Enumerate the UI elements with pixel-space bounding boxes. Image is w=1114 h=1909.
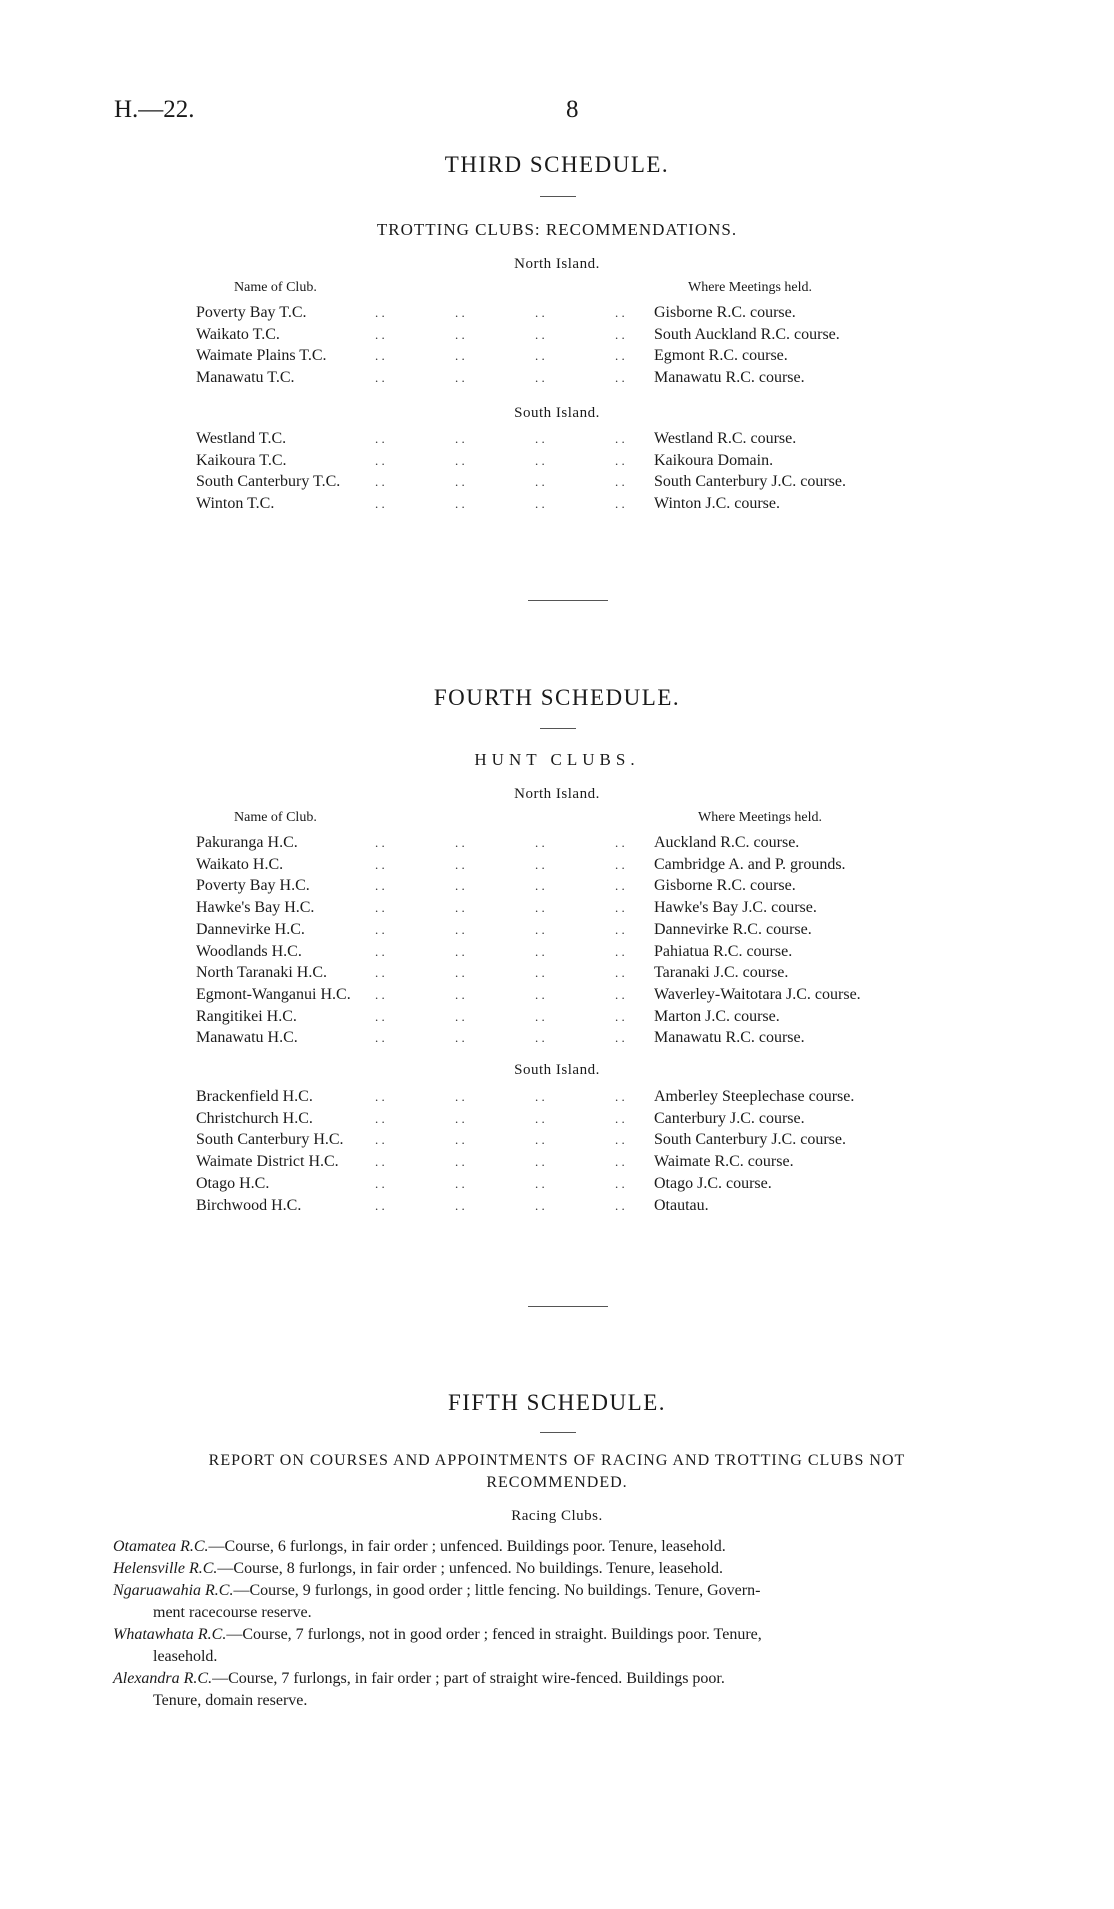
club-name: Manawatu H.C. <box>196 1029 298 1047</box>
fifth-schedule-subtitle-line1: REPORT ON COURSES AND APPOINTMENTS OF RACING AND TROTTING CLUBS NOT <box>208 1452 906 1469</box>
report-text: —Course, 7 furlongs, in fair order ; part of straight wire-fenced. Buildings poor. <box>212 1670 725 1687</box>
club-name: Egmont-Wanganui H.C. <box>196 985 351 1003</box>
meeting-venue: Otago J.C. course. <box>654 1174 772 1192</box>
meeting-venue: Amberley Steeplechase course. <box>654 1088 855 1105</box>
fifth-schedule-subtitle-line2: RECOMMENDED. <box>486 1474 628 1491</box>
club-name: Whatawhata R.C. <box>113 1626 227 1643</box>
section-divider <box>528 1306 608 1307</box>
club-name: Dannevirke H.C. <box>196 920 305 938</box>
meeting-venue: Egmont R.C. course. <box>654 347 788 365</box>
table-row: Westland T.C. . . . . . . . . Westland R.C. course. <box>0 428 1114 450</box>
meeting-venue: Marton J.C. course. <box>654 1007 780 1025</box>
club-name: Poverty Bay T.C. <box>196 304 307 321</box>
club-name: Kaikoura T.C. <box>196 451 287 469</box>
table-row: Poverty Bay T.C. . . . . . . . . Gisborne R.C. course. <box>0 302 1114 324</box>
meeting-venue: South Auckland R.C. course. <box>654 325 840 343</box>
club-name: Brackenfield H.C. <box>196 1088 313 1105</box>
meeting-venue: Auckland R.C. course. <box>654 834 800 851</box>
table-row: North Taranaki H.C. . . . . . . . . Taranaki J.C. course. <box>0 962 1114 984</box>
club-name: Waikato H.C. <box>196 855 284 873</box>
table-row: Waikato T.C. . . . . . . . . South Auckland R.C. course. <box>0 324 1114 346</box>
table-row: Waikato H.C. . . . . . . . . Cambridge A. and P. grounds. <box>0 854 1114 876</box>
third-north-island-label: North Island. <box>514 256 600 272</box>
fourth-south-island-label: South Island. <box>514 1062 600 1078</box>
report-entry <box>113 1580 1021 1602</box>
third-col-where-header: Where Meetings held. <box>688 280 813 295</box>
fifth-schedule-title: FIFTH SCHEDULE. <box>447 1390 666 1415</box>
table-row: Brackenfield H.C. . . . . . . . . Amberley Steeplechase course. <box>0 1086 1114 1108</box>
report-text: —Course, 6 furlongs, in fair order ; unfenced. Buildings poor. Tenure, leasehold. <box>208 1538 726 1555</box>
club-name: South Canterbury H.C. <box>196 1131 344 1149</box>
report-text: —Course, 9 furlongs, in good order ; little fencing. No buildings. Tenure, Govern- <box>233 1582 761 1599</box>
meeting-venue: Gisborne R.C. course. <box>654 304 796 321</box>
table-row: Birchwood H.C. . . . . . . . . Otautau. <box>0 1195 1114 1217</box>
table-row: Kaikoura T.C. . . . . . . . . Kaikoura Domain. <box>0 450 1114 472</box>
divider <box>540 1432 576 1433</box>
report-list <box>113 1536 1021 1712</box>
meeting-venue: South Canterbury J.C. course. <box>654 1131 846 1149</box>
table-row: Manawatu H.C. . . . . . . . . Manawatu R.C. course. <box>0 1027 1114 1049</box>
meeting-venue: Cambridge A. and P. grounds. <box>654 855 846 873</box>
divider <box>540 196 576 197</box>
table-row: Otago H.C. . . . . . . . . Otago J.C. course. <box>0 1173 1114 1195</box>
report-text-continuation: leasehold. <box>153 1648 218 1665</box>
club-name: Winton T.C. <box>196 495 275 513</box>
club-name: Otamatea R.C. <box>113 1538 209 1555</box>
report-text: —Course, 8 furlongs, in fair order ; unfenced. No buildings. Tenure, leasehold. <box>217 1560 723 1577</box>
meeting-venue: Gisborne R.C. course. <box>654 877 796 895</box>
club-name: Woodlands H.C. <box>196 942 302 960</box>
section-divider <box>528 600 608 601</box>
meeting-venue: Otautau. <box>654 1196 709 1214</box>
table-row: Dannevirke H.C. . . . . . . . . Dannevirke R.C. course. <box>0 919 1114 941</box>
club-name: Pakuranga H.C. <box>196 834 298 851</box>
club-name: Hawke's Bay H.C. <box>196 899 315 917</box>
table-row: Waimate District H.C. . . . . . . . . Waimate R.C. course. <box>0 1151 1114 1173</box>
meeting-venue: Manawatu R.C. course. <box>654 369 805 387</box>
club-name: Otago H.C. <box>196 1174 270 1192</box>
meeting-venue: Winton J.C. course. <box>654 495 781 513</box>
club-name: Poverty Bay H.C. <box>196 877 310 895</box>
club-name: North Taranaki H.C. <box>196 964 327 982</box>
club-name: Alexandra R.C. <box>113 1670 213 1687</box>
report-entry <box>113 1558 1021 1580</box>
third-schedule-subtitle: TROTTING CLUBS: RECOMMENDATIONS. <box>376 220 738 239</box>
table-row: Manawatu T.C. . . . . . . . . Manawatu R.C. course. <box>0 367 1114 389</box>
club-name: Waimate Plains T.C. <box>196 347 327 365</box>
third-schedule-title: THIRD SCHEDULE. <box>444 152 670 177</box>
table-row: Pakuranga H.C. . . . . . . . . Auckland R.C. course. <box>0 832 1114 854</box>
club-name: Christchurch H.C. <box>196 1109 313 1127</box>
table-row: Egmont-Wanganui H.C. . . . . . . . . Waverley-Waitotara J.C. course. <box>0 984 1114 1006</box>
fourth-col-where-header: Where Meetings held. <box>698 810 823 825</box>
meeting-venue: Manawatu R.C. course. <box>654 1029 805 1047</box>
meeting-venue: Kaikoura Domain. <box>654 451 774 469</box>
fourth-schedule-title: FOURTH SCHEDULE. <box>433 685 681 710</box>
meeting-venue: Waverley-Waitotara J.C. course. <box>654 985 861 1003</box>
page-number: 8 <box>566 96 579 123</box>
club-name: Waimate District H.C. <box>196 1153 339 1171</box>
club-name: Manawatu T.C. <box>196 369 295 387</box>
report-text-continuation: ment racecourse reserve. <box>153 1604 312 1621</box>
table-row: Hawke's Bay H.C. . . . . . . . . Hawke's Bay J.C. course. <box>0 897 1114 919</box>
meeting-venue: Hawke's Bay J.C. course. <box>654 899 817 917</box>
meeting-venue: Waimate R.C. course. <box>654 1153 794 1171</box>
fourth-schedule-subtitle: HUNT CLUBS. <box>474 750 640 769</box>
table-row: Winton T.C. . . . . . . . . Winton J.C. course. <box>0 493 1114 515</box>
report-reference: H.—22. <box>114 96 195 123</box>
table-row: South Canterbury H.C. . . . . . . . . South Canterbury J.C. course. <box>0 1129 1114 1151</box>
table-row: Rangitikei H.C. . . . . . . . . Marton J.C. course. <box>0 1006 1114 1028</box>
table-row: Christchurch H.C. . . . . . . . . Canterbury J.C. course. <box>0 1108 1114 1130</box>
table-row: Woodlands H.C. . . . . . . . . Pahiatua R.C. course. <box>0 941 1114 963</box>
report-text-continuation: Tenure, domain reserve. <box>153 1692 308 1709</box>
club-name: Helensville R.C. <box>113 1560 218 1577</box>
table-row: Waimate Plains T.C. . . . . . . . . Egmont R.C. course. <box>0 345 1114 367</box>
meeting-venue: Canterbury J.C. course. <box>654 1109 805 1127</box>
meeting-venue: Taranaki J.C. course. <box>654 964 789 982</box>
divider <box>540 728 576 729</box>
club-name: Birchwood H.C. <box>196 1196 302 1214</box>
fourth-north-island-label: North Island. <box>514 786 600 802</box>
table-row: South Canterbury T.C. . . . . . . . . South Canterbury J.C. course. <box>0 471 1114 493</box>
meeting-venue: Pahiatua R.C. course. <box>654 942 793 960</box>
report-entry <box>113 1624 1021 1646</box>
table-row: Poverty Bay H.C. . . . . . . . . Gisborne R.C. course. <box>0 875 1114 897</box>
report-entry <box>113 1668 1021 1690</box>
club-name: Waikato T.C. <box>196 325 280 343</box>
third-south-island-label: South Island. <box>514 405 600 421</box>
meeting-venue: Westland R.C. course. <box>654 430 797 447</box>
meeting-venue: South Canterbury J.C. course. <box>654 473 846 491</box>
club-name: South Canterbury T.C. <box>196 473 341 491</box>
club-name: Westland T.C. <box>196 430 287 447</box>
club-name: Ngaruawahia R.C. <box>113 1582 234 1599</box>
report-entry <box>113 1536 1021 1558</box>
fourth-col-name-header: Name of Club. <box>234 810 317 825</box>
club-name: Rangitikei H.C. <box>196 1007 297 1025</box>
third-col-name-header: Name of Club. <box>234 280 317 295</box>
meeting-venue: Dannevirke R.C. course. <box>654 920 812 938</box>
racing-clubs-label: Racing Clubs. <box>511 1508 603 1524</box>
report-text: —Course, 7 furlongs, not in good order ; fenced in straight. Buildings poor. Tenure, <box>226 1626 762 1643</box>
